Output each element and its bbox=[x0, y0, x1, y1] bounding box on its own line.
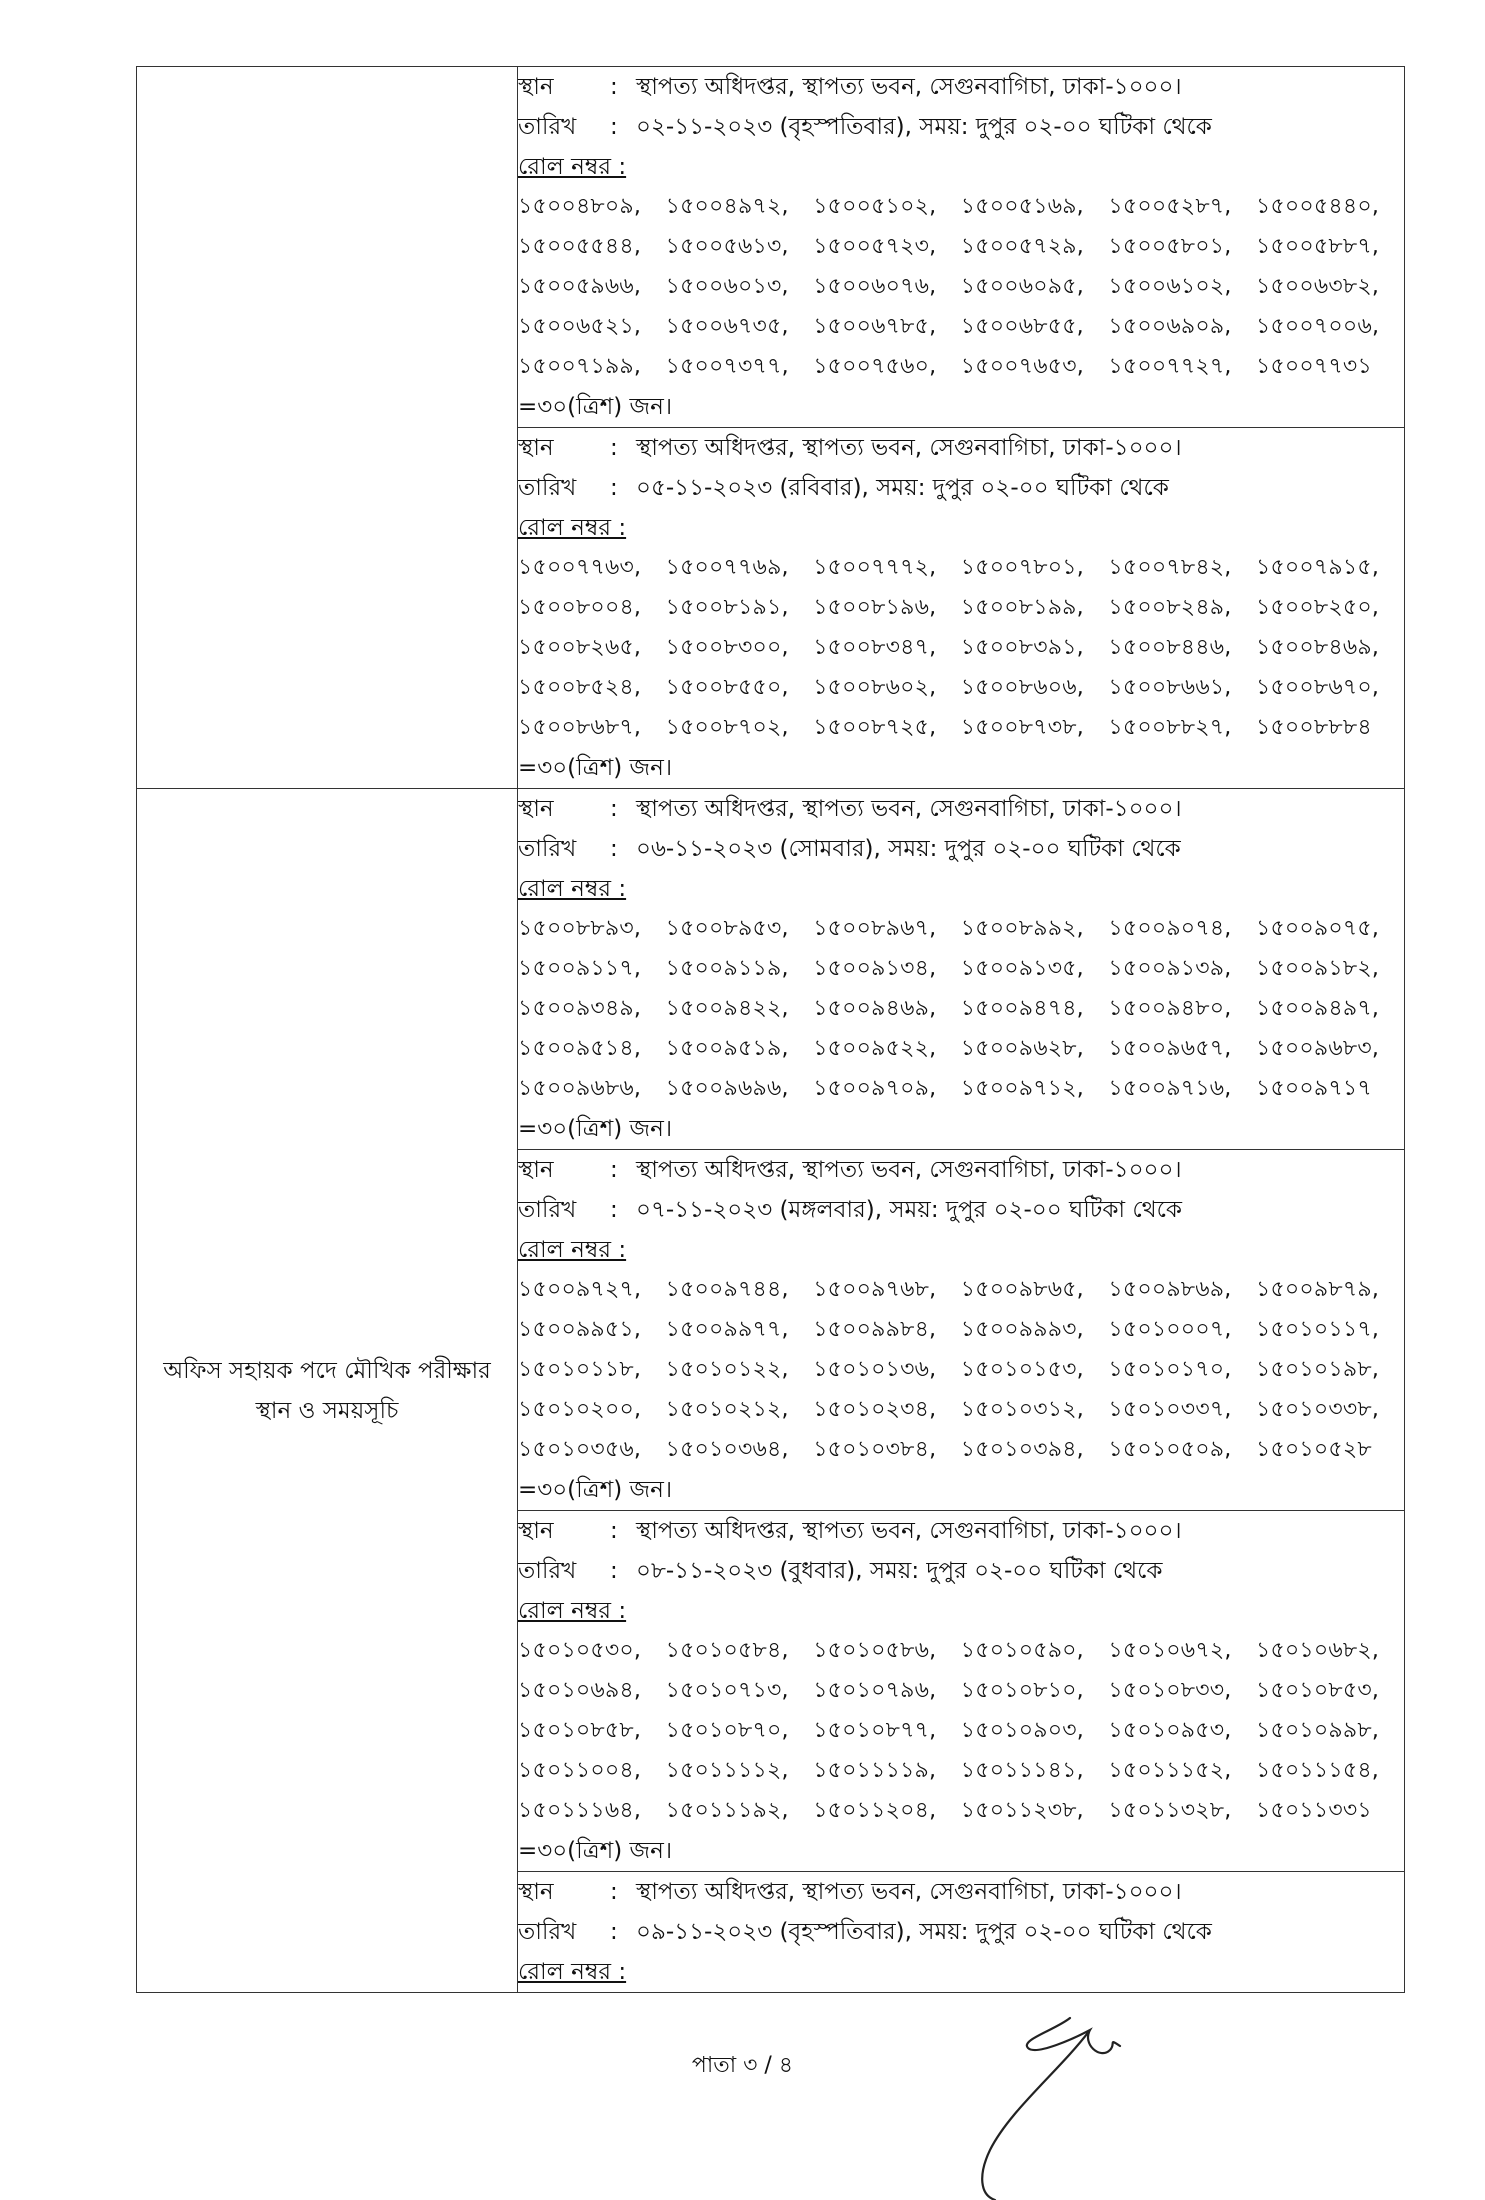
roll-number: ১৫০১০১৯৮, bbox=[1255, 1357, 1380, 1382]
roll-number: ১৫০০৫৮০১, bbox=[1108, 234, 1232, 259]
roll-number: ১৫০০৯৬৮৩, bbox=[1255, 1036, 1380, 1061]
roll-number: ১৫০১০০০৭, bbox=[1108, 1317, 1232, 1342]
roll-number: ১৫০০৭৫৬০, bbox=[813, 354, 937, 379]
roll-number: ১৫০১১৩৩১ bbox=[1255, 1798, 1372, 1823]
roll-number: ১৫০০৮১৯৬, bbox=[813, 595, 937, 620]
roll-number: ১৫০০৪৮০৯, bbox=[518, 194, 642, 219]
date-line bbox=[518, 829, 1404, 869]
roll-number: ১৫০০৮৮২৭, bbox=[1108, 715, 1232, 740]
date-label: তারিখ bbox=[518, 1558, 577, 1584]
roll-number: ১৫০০৯৪৯৭, bbox=[1255, 996, 1380, 1021]
roll-number: ১৫০০৯৬২৮, bbox=[960, 1036, 1084, 1061]
colon: : bbox=[610, 1157, 618, 1183]
roll-number: ১৫০০৫৬১৩, bbox=[665, 234, 789, 259]
date-label: তারিখ bbox=[518, 114, 577, 140]
roll-list bbox=[518, 187, 1404, 387]
roll-number: ১৫০০৯১১৭, bbox=[518, 956, 642, 981]
colon: : bbox=[610, 475, 618, 501]
roll-number: ১৫০০৮৫২৪, bbox=[518, 675, 642, 700]
roll-number: ১৫০০৮৯৬৭, bbox=[813, 916, 937, 941]
signature-stroke bbox=[982, 2018, 1120, 2200]
roll-number: ১৫০১০৩১২, bbox=[960, 1397, 1084, 1422]
roll-number: ১৫০০৯৭১৭ bbox=[1255, 1076, 1372, 1101]
roll-number: ১৫০০৮৩৯১, bbox=[960, 635, 1084, 660]
roll-number: ১৫০০৯৮৬৯, bbox=[1108, 1277, 1232, 1302]
roll-number: ১৫০১০৫৯০, bbox=[960, 1638, 1084, 1663]
roll-number: ১৫০০৯১৩৪, bbox=[813, 956, 937, 981]
roll-number: ১৫০১০৮১০, bbox=[960, 1678, 1084, 1703]
roll-number: ১৫০০৮৬০২, bbox=[813, 675, 937, 700]
roll-number: ১৫০০৮৯৯২, bbox=[960, 916, 1084, 941]
post-label-line-2: স্থান ও সময়সূচি bbox=[255, 1397, 399, 1424]
roll-number: ১৫০১১১১২, bbox=[665, 1758, 789, 1783]
colon: : bbox=[610, 1197, 618, 1223]
roll-number: ১৫০১০৯৫৩, bbox=[1108, 1718, 1232, 1743]
roll-header-line bbox=[518, 508, 1404, 548]
roll-number: ১৫০১১১৯২, bbox=[665, 1798, 789, 1823]
roll-number: ১৫০০৬৭৮৫, bbox=[813, 314, 937, 339]
roll-number: ১৫০১০৬৯৪, bbox=[518, 1678, 642, 1703]
roll-number: ১৫০১০১২২, bbox=[665, 1357, 789, 1382]
roll-number: ১৫০১০১৫৩, bbox=[960, 1357, 1084, 1382]
roll-header: রোল নম্বর : bbox=[518, 154, 627, 180]
roll-number: ১৫০১০৫০৯, bbox=[1108, 1437, 1232, 1462]
total-count: =৩০(ত্রিশ) জন। bbox=[518, 1838, 673, 1864]
page-number: পাতা ৩ / ৪ bbox=[691, 2053, 794, 2078]
place-label: স্থান bbox=[518, 796, 554, 822]
date-line bbox=[518, 1190, 1404, 1230]
roll-number: ১৫০০৯৭৪৪, bbox=[665, 1277, 789, 1302]
roll-number: ১৫০০৯১১৯, bbox=[665, 956, 789, 981]
roll-number: ১৫০০৬৩৮২, bbox=[1255, 274, 1380, 299]
roll-number: ১৫০১০২১২, bbox=[665, 1397, 789, 1422]
roll-number: ১৫০০৭০০৬, bbox=[1255, 314, 1380, 339]
roll-number: ১৫০১০৩৮৪, bbox=[813, 1437, 937, 1462]
roll-number: ১৫০০৬০১৩, bbox=[665, 274, 789, 299]
place-label: স্থান bbox=[518, 1518, 554, 1544]
colon: : bbox=[610, 1558, 618, 1584]
roll-number: ১৫০০৮৮৯৩, bbox=[518, 916, 642, 941]
roll-number: ১৫০০৯৯৭৭, bbox=[665, 1317, 789, 1342]
roll-number: ১৫০১০৩৬৪, bbox=[665, 1437, 789, 1462]
place-value: স্থাপত্য অধিদপ্তর, স্থাপত্য ভবন, সেগুনবাগিচা, ঢাকা-১০০০। bbox=[636, 796, 1182, 822]
roll-number: ১৫০০৮৩০০, bbox=[665, 635, 789, 660]
roll-number: ১৫০০৯০৭৫, bbox=[1255, 916, 1380, 941]
date-value: ০৫-১১-২০২৩ (রবিবার), সময়: দুপুর ০২-০০ ঘটিকা থেকে bbox=[636, 475, 1169, 501]
roll-number: ১৫০১০২৩৪, bbox=[813, 1397, 937, 1422]
roll-number: ১৫০১০৩৯৪, bbox=[960, 1437, 1084, 1462]
roll-number: ১৫০০৯৮৬৫, bbox=[960, 1277, 1084, 1302]
roll-number: ১৫০১০১৭০, bbox=[1108, 1357, 1232, 1382]
roll-number: ১৫০০৯৯৫১, bbox=[518, 1317, 642, 1342]
place-line bbox=[518, 1872, 1404, 1912]
place-label: স্থান bbox=[518, 74, 554, 100]
date-line bbox=[518, 107, 1404, 147]
place-label: স্থান bbox=[518, 1157, 554, 1183]
schedule-block bbox=[518, 789, 1405, 1150]
date-value: ০৬-১১-২০২৩ (সোমবার), সময়: দুপুর ০২-০০ ঘটিকা থেকে bbox=[636, 836, 1181, 862]
roll-number: ১৫০০৮৮৮৪ bbox=[1255, 715, 1372, 740]
left-cell-top bbox=[137, 67, 518, 789]
colon: : bbox=[610, 836, 618, 862]
roll-list bbox=[518, 548, 1404, 748]
date-label: তারিখ bbox=[518, 1197, 577, 1223]
roll-number: ১৫০০৭৯১৫, bbox=[1255, 555, 1380, 580]
roll-number: ১৫০০৬১০২, bbox=[1108, 274, 1232, 299]
colon: : bbox=[610, 74, 618, 100]
place-line bbox=[518, 428, 1404, 468]
roll-number: ১৫০০৭৭২৭, bbox=[1108, 354, 1232, 379]
roll-number: ১৫০১১৩২৮, bbox=[1108, 1798, 1232, 1823]
roll-number: ১৫০০৭৮০১, bbox=[960, 555, 1084, 580]
schedule-block bbox=[518, 428, 1405, 789]
signature bbox=[950, 2000, 1170, 2200]
roll-number: ১৫০০৮৭০২, bbox=[665, 715, 789, 740]
roll-number: ১৫০০৯৫২২, bbox=[813, 1036, 937, 1061]
roll-list bbox=[518, 909, 1404, 1109]
roll-number: ১৫০০৭৭৩১ bbox=[1255, 354, 1372, 379]
roll-number: ১৫০০৫৫৪৪, bbox=[518, 234, 642, 259]
place-line bbox=[518, 1150, 1404, 1190]
total-count: =৩০(ত্রিশ) জন। bbox=[518, 1477, 673, 1503]
colon: : bbox=[610, 435, 618, 461]
roll-number: ১৫০১০৫২৮ bbox=[1255, 1437, 1372, 1462]
roll-number: ১৫০১০৫৮৪, bbox=[665, 1638, 789, 1663]
roll-number: ১৫০০৯৫১৯, bbox=[665, 1036, 789, 1061]
roll-number: ১৫০০৮৪৪৬, bbox=[1108, 635, 1232, 660]
roll-number: ১৫০১০৮৭৭, bbox=[813, 1718, 937, 1743]
roll-number: ১৫০০৫৭২৩, bbox=[813, 234, 937, 259]
roll-number: ১৫০০৯৪৭৪, bbox=[960, 996, 1084, 1021]
roll-number: ১৫০০৬৭৩৫, bbox=[665, 314, 789, 339]
place-value: স্থাপত্য অধিদপ্তর, স্থাপত্য ভবন, সেগুনবাগিচা, ঢাকা-১০০০। bbox=[636, 1879, 1182, 1905]
roll-number: ১৫০০৫৯৬৬, bbox=[518, 274, 642, 299]
date-label: তারিখ bbox=[518, 475, 577, 501]
schedule-block bbox=[518, 1511, 1405, 1872]
roll-number: ১৫০১০১১৮, bbox=[518, 1357, 642, 1382]
roll-number: ১৫০০৮২৫০, bbox=[1255, 595, 1380, 620]
roll-number: ১৫০০৯৬৮৬, bbox=[518, 1076, 642, 1101]
roll-number: ১৫০০৭৬৫৩, bbox=[960, 354, 1084, 379]
roll-header-line bbox=[518, 147, 1404, 187]
roll-number: ১৫০০৯৭০৯, bbox=[813, 1076, 937, 1101]
roll-number: ১৫০১০৩৩৭, bbox=[1108, 1397, 1232, 1422]
schedule-block bbox=[518, 67, 1405, 428]
roll-number: ১৫০১০১৩৬, bbox=[813, 1357, 937, 1382]
roll-number: ১৫০০৬৯০৯, bbox=[1108, 314, 1232, 339]
roll-header: রোল নম্বর : bbox=[518, 1598, 627, 1624]
roll-number: ১৫০১০৩৩৮, bbox=[1255, 1397, 1380, 1422]
roll-header-line bbox=[518, 1230, 1404, 1270]
schedule-block bbox=[518, 1872, 1405, 1993]
roll-number: ১৫০১১১৫২, bbox=[1108, 1758, 1232, 1783]
roll-number: ১৫০০৮৩৪৭, bbox=[813, 635, 937, 660]
date-label: তারিখ bbox=[518, 836, 577, 862]
roll-number: ১৫০০৯৩৪৯, bbox=[518, 996, 642, 1021]
roll-number: ১৫০০৭৭৬৯, bbox=[665, 555, 789, 580]
roll-number: ১৫০০৮৬৮৭, bbox=[518, 715, 642, 740]
roll-number: ১৫০০৮১৯১, bbox=[665, 595, 789, 620]
roll-number: ১৫০০৯৪২২, bbox=[665, 996, 789, 1021]
colon: : bbox=[610, 1879, 618, 1905]
roll-number: ১৫০০৯৫১৪, bbox=[518, 1036, 642, 1061]
roll-number: ১৫০০৮২৬৫, bbox=[518, 635, 642, 660]
roll-number: ১৫০০৮৭৩৮, bbox=[960, 715, 1084, 740]
roll-number: ১৫০০৪৯৭২, bbox=[665, 194, 789, 219]
roll-number: ১৫০০৭৭৬৩, bbox=[518, 555, 642, 580]
roll-header: রোল নম্বর : bbox=[518, 1959, 627, 1985]
roll-number: ১৫০১১১৬৪, bbox=[518, 1798, 642, 1823]
roll-number: ১৫০০৯৬৫৭, bbox=[1108, 1036, 1232, 1061]
date-label: তারিখ bbox=[518, 1919, 577, 1945]
roll-header: রোল নম্বর : bbox=[518, 1237, 627, 1263]
roll-number: ১৫০১০৬৭২, bbox=[1108, 1638, 1232, 1663]
roll-number: ১৫০১১২৩৮, bbox=[960, 1798, 1084, 1823]
roll-number: ১৫০১০৮৭০, bbox=[665, 1718, 789, 1743]
schedule-block bbox=[518, 1150, 1405, 1511]
place-label: স্থান bbox=[518, 435, 554, 461]
total-count: =৩০(ত্রিশ) জন। bbox=[518, 394, 673, 420]
roll-number: ১৫০০৬৮৫৫, bbox=[960, 314, 1084, 339]
roll-header: রোল নম্বর : bbox=[518, 876, 627, 902]
roll-number: ১৫০১০১১৭, bbox=[1255, 1317, 1380, 1342]
roll-number: ১৫০১১০০৪, bbox=[518, 1758, 642, 1783]
place-line bbox=[518, 789, 1404, 829]
roll-number: ১৫০০৯৯৯৩, bbox=[960, 1317, 1084, 1342]
place-value: স্থাপত্য অধিদপ্তর, স্থাপত্য ভবন, সেগুনবাগিচা, ঢাকা-১০০০। bbox=[636, 74, 1182, 100]
roll-number: ১৫০১১১৪১, bbox=[960, 1758, 1084, 1783]
date-line bbox=[518, 468, 1404, 508]
place-line bbox=[518, 67, 1404, 107]
roll-number: ১৫০০৯৯৮৪, bbox=[813, 1317, 937, 1342]
roll-number: ১৫০০৯০৭৪, bbox=[1108, 916, 1232, 941]
roll-number: ১৫০০৫১০২, bbox=[813, 194, 937, 219]
post-label-line-1: অফিস সহায়ক পদে মৌখিক পরীক্ষার bbox=[163, 1357, 491, 1384]
roll-number: ১৫০০৮৬০৬, bbox=[960, 675, 1084, 700]
roll-number: ১৫০১১২০৪, bbox=[813, 1798, 937, 1823]
roll-number: ১৫০১০৯০৩, bbox=[960, 1718, 1084, 1743]
roll-number: ১৫০০৬০৭৬, bbox=[813, 274, 937, 299]
roll-number: ১৫০০৬৫২১, bbox=[518, 314, 642, 339]
roll-number: ১৫০০৮২৪৯, bbox=[1108, 595, 1232, 620]
schedule-table bbox=[136, 66, 1405, 1993]
place-line bbox=[518, 1511, 1404, 1551]
post-label-cell bbox=[137, 789, 518, 1993]
roll-header-line bbox=[518, 1952, 1404, 1992]
roll-number: ১৫০১১১১৯, bbox=[813, 1758, 937, 1783]
roll-number: ১৫০০৯৪৮০, bbox=[1108, 996, 1232, 1021]
date-value: ০৮-১১-২০২৩ (বুধবার), সময়: দুপুর ০২-০০ ঘটিকা থেকে bbox=[636, 1558, 1163, 1584]
roll-header-line bbox=[518, 1591, 1404, 1631]
roll-number: ১৫০০৫২৮৭, bbox=[1108, 194, 1232, 219]
roll-number: ১৫০০৯৭১২, bbox=[960, 1076, 1084, 1101]
roll-number: ১৫০০৯৬৯৬, bbox=[665, 1076, 789, 1101]
roll-number: ১৫০০৯১৩৯, bbox=[1108, 956, 1232, 981]
roll-number: ১৫০১০৮৫৮, bbox=[518, 1718, 642, 1743]
roll-number: ১৫০০৯৭২৭, bbox=[518, 1277, 642, 1302]
roll-number: ১৫০০৮০০৪, bbox=[518, 595, 642, 620]
roll-number: ১৫০০৯৭১৬, bbox=[1108, 1076, 1232, 1101]
colon: : bbox=[610, 114, 618, 140]
roll-number: ১৫০০৯৮৭৯, bbox=[1255, 1277, 1380, 1302]
roll-number: ১৫০০৮৬৬১, bbox=[1108, 675, 1232, 700]
roll-number: ১৫০০৮৭২৫, bbox=[813, 715, 937, 740]
roll-number: ১৫০০৮৪৬৯, bbox=[1255, 635, 1380, 660]
place-label: স্থান bbox=[518, 1879, 554, 1905]
total-count: =৩০(ত্রিশ) জন। bbox=[518, 1116, 673, 1142]
roll-list bbox=[518, 1270, 1404, 1470]
roll-number: ১৫০১০৫৩০, bbox=[518, 1638, 642, 1663]
colon: : bbox=[610, 1518, 618, 1544]
roll-number: ১৫০১০৫৮৬, bbox=[813, 1638, 937, 1663]
roll-number: ১৫০১০৬৮২, bbox=[1255, 1638, 1380, 1663]
roll-number: ১৫০০৫৮৮৭, bbox=[1255, 234, 1380, 259]
date-value: ০৭-১১-২০২৩ (মঙ্গলবার), সময়: দুপুর ০২-০০ ঘটিকা থেকে bbox=[636, 1197, 1182, 1223]
roll-number: ১৫০১০২০০, bbox=[518, 1397, 642, 1422]
roll-number: ১৫০১০৮৩৩, bbox=[1108, 1678, 1232, 1703]
roll-number: ১৫০০৯১৮২, bbox=[1255, 956, 1380, 981]
roll-number: ১৫০১০৯৯৮, bbox=[1255, 1718, 1380, 1743]
place-value: স্থাপত্য অধিদপ্তর, স্থাপত্য ভবন, সেগুনবাগিচা, ঢাকা-১০০০। bbox=[636, 435, 1182, 461]
roll-number: ১৫০০৮১৯৯, bbox=[960, 595, 1084, 620]
roll-number: ১৫০০৭৭৭২, bbox=[813, 555, 937, 580]
roll-number: ১৫০০৬০৯৫, bbox=[960, 274, 1084, 299]
place-value: স্থাপত্য অধিদপ্তর, স্থাপত্য ভবন, সেগুনবাগিচা, ঢাকা-১০০০। bbox=[636, 1518, 1182, 1544]
date-line bbox=[518, 1912, 1404, 1952]
roll-number: ১৫০১০৭৯৬, bbox=[813, 1678, 937, 1703]
roll-header-line bbox=[518, 869, 1404, 909]
roll-header: রোল নম্বর : bbox=[518, 515, 627, 541]
roll-number: ১৫০১০৩৫৬, bbox=[518, 1437, 642, 1462]
date-value: ০২-১১-২০২৩ (বৃহস্পতিবার), সময়: দুপুর ০২-০০ ঘটিকা থেকে bbox=[636, 114, 1212, 140]
roll-number: ১৫০০৯১৩৫, bbox=[960, 956, 1084, 981]
roll-number: ১৫০০৭৩৭৭, bbox=[665, 354, 789, 379]
roll-number: ১৫০০৮৫৫০, bbox=[665, 675, 789, 700]
roll-number: ১৫০০৭১৯৯, bbox=[518, 354, 642, 379]
total-count: =৩০(ত্রিশ) জন। bbox=[518, 755, 673, 781]
roll-number: ১৫০১১১৫৪, bbox=[1255, 1758, 1379, 1783]
roll-number: ১৫০০৭৮৪২, bbox=[1108, 555, 1232, 580]
date-line bbox=[518, 1551, 1404, 1591]
roll-number: ১৫০১০৭১৩, bbox=[665, 1678, 789, 1703]
place-value: স্থাপত্য অধিদপ্তর, স্থাপত্য ভবন, সেগুনবাগিচা, ঢাকা-১০০০। bbox=[636, 1157, 1182, 1183]
date-value: ০৯-১১-২০২৩ (বৃহস্পতিবার), সময়: দুপুর ০২-০০ ঘটিকা থেকে bbox=[636, 1919, 1212, 1945]
colon: : bbox=[610, 796, 618, 822]
roll-number: ১৫০০৫৪৪০, bbox=[1255, 194, 1380, 219]
roll-list bbox=[518, 1631, 1404, 1831]
roll-number: ১৫০০৫৭২৯, bbox=[960, 234, 1084, 259]
colon: : bbox=[610, 1919, 618, 1945]
roll-number: ১৫০০৮৬৭০, bbox=[1255, 675, 1380, 700]
roll-number: ১৫০০৫১৬৯, bbox=[960, 194, 1084, 219]
roll-number: ১৫০০৯৪৬৯, bbox=[813, 996, 937, 1021]
roll-number: ১৫০০৯৭৬৮, bbox=[813, 1277, 937, 1302]
roll-number: ১৫০১০৮৫৩, bbox=[1255, 1678, 1380, 1703]
roll-number: ১৫০০৮৯৫৩, bbox=[665, 916, 789, 941]
